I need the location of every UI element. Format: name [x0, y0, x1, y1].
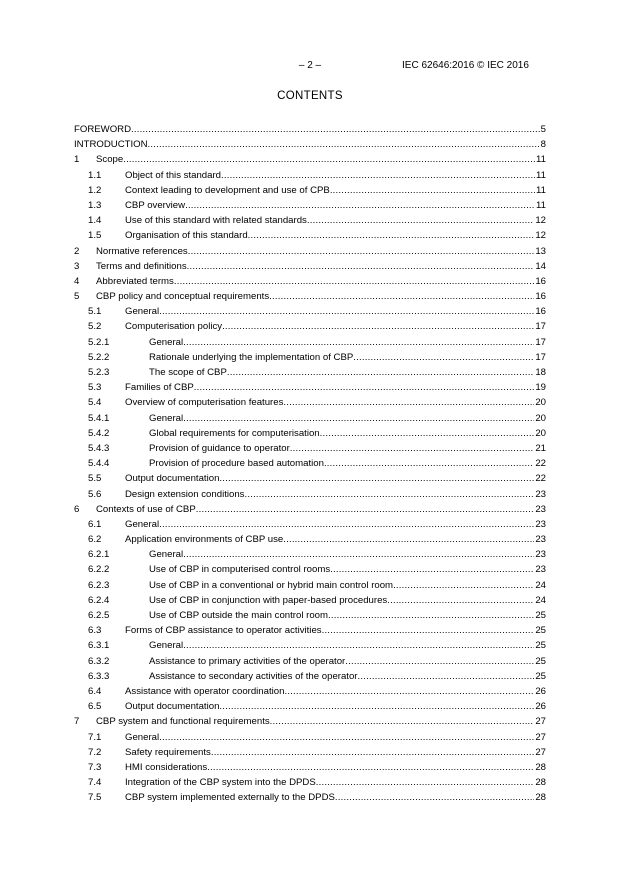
toc-entry-page: 17 [535, 336, 546, 348]
toc-entry-page: 23 [535, 518, 546, 530]
toc-dot-leader [330, 562, 534, 577]
toc-entry-page: 20 [535, 412, 546, 424]
toc-dot-leader [219, 471, 534, 486]
toc-entry-number: 1.3 [88, 199, 102, 211]
toc-entry-title: Safety requirements [125, 745, 211, 760]
toc-entry[interactable] [74, 547, 546, 562]
toc-dot-leader [345, 654, 534, 669]
toc-entry-title: General [125, 304, 159, 319]
toc-entry-title: General [149, 411, 183, 426]
toc-entry-number: 5.4.4 [88, 458, 110, 470]
toc-entry[interactable] [74, 654, 546, 669]
toc-entry[interactable] [74, 304, 546, 319]
toc-entry[interactable] [74, 213, 546, 228]
toc-entry-page: 16 [535, 306, 546, 318]
toc-entry-title: General [149, 335, 183, 350]
page-number-header: – 2 – [298, 60, 322, 71]
toc-dot-leader [123, 152, 535, 167]
toc-entry-number: 6.2.1 [88, 549, 110, 561]
toc-entry-page: 17 [535, 321, 546, 333]
toc-entry-title: CBP overview [125, 198, 185, 213]
toc-dot-leader [316, 775, 535, 790]
toc-entry[interactable] [74, 638, 546, 653]
toc-dot-leader [270, 714, 535, 729]
toc-entry-number: 6.3.2 [88, 655, 110, 667]
toc-entry[interactable] [74, 714, 546, 729]
toc-entry-page: 11 [536, 184, 546, 196]
toc-entry[interactable] [74, 137, 546, 152]
toc-dot-leader [328, 608, 534, 623]
toc-dot-leader [211, 745, 534, 760]
toc-entry-title: Global requirements for computerisation [149, 426, 320, 441]
toc-dot-leader [185, 198, 535, 213]
toc-dot-leader [393, 578, 534, 593]
toc-entry-page: 22 [535, 473, 546, 485]
toc-entry-title: Abbreviated terms [96, 274, 174, 289]
toc-entry-number: 5.4.2 [88, 427, 110, 439]
toc-entry-number: 7.2 [88, 746, 102, 758]
toc-entry[interactable] [74, 259, 546, 274]
toc-entry-number: 6.5 [88, 701, 102, 713]
toc-entry-page: 23 [535, 564, 546, 576]
toc-entry-title: HMI considerations [125, 760, 207, 775]
toc-entry-title: FOREWORD [74, 122, 131, 137]
toc-dot-leader [183, 638, 534, 653]
toc-entry[interactable] [74, 395, 546, 410]
toc-dot-leader [269, 289, 534, 304]
toc-entry-page: 17 [535, 351, 546, 363]
toc-entry-page: 23 [535, 534, 546, 546]
toc-dot-leader [244, 487, 534, 502]
toc-entry[interactable] [74, 593, 546, 608]
toc-dot-leader [353, 350, 534, 365]
toc-entry[interactable] [74, 471, 546, 486]
toc-dot-leader [131, 122, 540, 137]
toc-entry-title: Provision of procedure based automation [149, 456, 324, 471]
toc-entry-title: Contexts of use of CBP [96, 502, 196, 517]
toc-entry-title: Assistance to secondary activities of the operator [149, 669, 358, 684]
toc-entry-page: 28 [535, 761, 546, 773]
toc-entry-page: 22 [535, 458, 546, 470]
toc-entry-page: 23 [535, 503, 546, 515]
toc-entry[interactable] [74, 487, 546, 502]
toc-entry-title: Output documentation [125, 471, 219, 486]
toc-entry-page: 25 [535, 670, 546, 682]
toc-entry-page: 12 [535, 230, 546, 242]
toc-entry-page: 27 [535, 746, 546, 758]
toc-entry-title: Overview of computerisation features [125, 395, 283, 410]
toc-dot-leader [174, 274, 534, 289]
toc-entry-number: 3 [74, 260, 80, 272]
toc-entry-number: 5.2.1 [88, 336, 110, 348]
toc-entry[interactable] [74, 168, 546, 183]
toc-entry-page: 28 [535, 777, 546, 789]
toc-entry-number: 5.2 [88, 321, 102, 333]
toc-dot-leader [148, 137, 540, 152]
toc-entry[interactable] [74, 517, 546, 532]
toc-entry-title: Use of CBP in conjunction with paper-based procedures [149, 593, 387, 608]
toc-dot-leader [196, 502, 535, 517]
toc-entry-number: 5 [74, 291, 80, 303]
toc-entry-title: Computerisation policy [125, 319, 222, 334]
toc-entry-page: 23 [535, 549, 546, 561]
toc-entry-number: 1.4 [88, 215, 102, 227]
toc-entry[interactable] [74, 562, 546, 577]
toc-entry[interactable] [74, 745, 546, 760]
page-title: CONTENTS [277, 90, 343, 102]
toc-entry-page: 19 [535, 382, 546, 394]
toc-entry-page: 11 [536, 199, 546, 211]
toc-entry[interactable] [74, 699, 546, 714]
toc-entry-number: 7.4 [88, 777, 102, 789]
toc-entry-number: 7.3 [88, 761, 102, 773]
toc-entry-page: 13 [535, 245, 546, 257]
toc-entry-page: 24 [535, 594, 546, 606]
toc-dot-leader [207, 760, 534, 775]
toc-entry[interactable] [74, 350, 546, 365]
toc-dot-leader [358, 669, 535, 684]
toc-entry[interactable] [74, 730, 546, 745]
toc-entry-number: 5.6 [88, 488, 102, 500]
toc-entry-page: 8 [540, 139, 546, 151]
toc-entry-page: 16 [535, 291, 546, 303]
toc-entry-number: 6.2.2 [88, 564, 110, 576]
toc-entry-number: 6.3 [88, 625, 102, 637]
toc-entry-title: Terms and definitions [96, 259, 187, 274]
toc-entry-title: Context leading to development and use of CPB [125, 183, 330, 198]
toc-entry-number: 5.3 [88, 382, 102, 394]
toc-entry-page: 11 [536, 154, 546, 166]
toc-entry-number: 7.1 [88, 731, 102, 743]
toc-entry-number: 6.2.5 [88, 610, 110, 621]
toc-entry-number: 7 [74, 716, 80, 728]
toc-dot-leader [290, 441, 535, 456]
toc-entry[interactable] [74, 760, 546, 775]
toc-entry-page: 28 [535, 792, 546, 804]
toc-dot-leader [159, 730, 534, 745]
toc-entry-title: Assistance to primary activities of the operator [149, 654, 345, 669]
toc-entry-page: 21 [535, 442, 546, 454]
toc-entry-number: 5.1 [88, 306, 102, 318]
toc-dot-leader [227, 365, 534, 380]
toc-entry-number: 6.4 [88, 685, 102, 697]
toc-entry[interactable] [74, 244, 546, 259]
toc-entry[interactable] [74, 365, 546, 380]
toc-dot-leader [284, 684, 534, 699]
toc-dot-leader [183, 547, 534, 562]
toc-entry-number: 6.3.1 [88, 640, 110, 652]
toc-entry[interactable] [74, 289, 546, 304]
toc-dot-leader [188, 244, 535, 259]
toc-entry-title: Organisation of this standard [125, 228, 248, 243]
toc-entry-page: 27 [535, 716, 546, 728]
toc-entry[interactable] [74, 456, 546, 471]
toc-entry[interactable] [74, 274, 546, 289]
toc-entry[interactable] [74, 183, 546, 198]
toc-dot-leader [320, 426, 535, 441]
toc-entry-title: The scope of CBP [149, 365, 227, 380]
toc-entry-title: General [149, 547, 183, 562]
toc-entry[interactable] [74, 122, 546, 137]
toc-entry-title: Application environments of CBP use [125, 532, 283, 547]
toc-dot-leader [283, 532, 534, 547]
toc-entry[interactable] [74, 684, 546, 699]
standard-reference-header: IEC 62646:2016 © IEC 2016 [402, 60, 529, 71]
toc-entry-title: CBP system and functional requirements [96, 714, 270, 729]
toc-entry-number: 5.4.3 [88, 442, 110, 454]
toc-dot-leader [322, 623, 535, 638]
toc-entry-title: Rationale underlying the implementation of CBP [149, 350, 353, 365]
toc-entry-number: 1.1 [88, 169, 102, 181]
toc-entry-number: 5.2.3 [88, 367, 110, 378]
toc-entry-page: 25 [535, 625, 546, 637]
toc-entry-title: Families of CBP [125, 380, 194, 395]
toc-entry-title: Provision of guidance to operator [149, 441, 290, 456]
toc-entry-number: 2 [74, 245, 80, 257]
toc-dot-leader [222, 319, 534, 334]
toc-entry[interactable] [74, 441, 546, 456]
toc-entry-title: Normative references [96, 244, 188, 259]
toc-entry-page: 26 [535, 701, 546, 713]
toc-entry-title: General [125, 517, 159, 532]
toc-entry-title: INTRODUCTION [74, 137, 148, 152]
toc-entry-number: 7.5 [88, 792, 102, 804]
toc-entry[interactable] [74, 532, 546, 547]
toc-dot-leader [183, 335, 534, 350]
toc-entry-title: Object of this standard [125, 168, 221, 183]
toc-entry-number: 5.4 [88, 397, 102, 409]
toc-dot-leader [219, 699, 534, 714]
toc-dot-leader [221, 168, 535, 183]
toc-dot-leader [183, 411, 534, 426]
toc-entry-title: CBP policy and conceptual requirements [96, 289, 269, 304]
toc-entry-title: Design extension conditions [125, 487, 244, 502]
toc-entry-page: 27 [535, 731, 546, 743]
toc-entry[interactable] [74, 669, 546, 684]
toc-entry-number: 5.2.2 [88, 351, 110, 363]
toc-entry-title: Assistance with operator coordination [125, 684, 284, 699]
toc-entry-page: 11 [536, 169, 546, 181]
toc-entry-page: 26 [535, 685, 546, 697]
toc-entry-title: CBP system implemented externally to the DPDS [125, 790, 335, 805]
toc-entry-title: Use of CBP outside the main control room [149, 608, 328, 623]
toc-entry[interactable] [74, 623, 546, 638]
toc-dot-leader [324, 456, 534, 471]
toc-entry[interactable] [74, 790, 546, 805]
toc-entry-page: 25 [535, 640, 546, 652]
toc-entry[interactable] [74, 411, 546, 426]
toc-entry-title: Scope [96, 152, 123, 167]
toc-entry-title: Forms of CBP assistance to operator activities [125, 623, 322, 638]
toc-entry[interactable] [74, 335, 546, 350]
toc-entry-page: 25 [535, 655, 546, 667]
toc-entry-page: 16 [535, 275, 546, 287]
toc-entry-number: 5.4.1 [88, 412, 110, 424]
toc-dot-leader [194, 380, 535, 395]
toc-dot-leader [330, 183, 535, 198]
toc-entry[interactable] [74, 198, 546, 213]
toc-entry-number: 5.5 [88, 473, 102, 485]
toc-entry-page: 20 [535, 397, 546, 409]
toc-entry-title: Output documentation [125, 699, 219, 714]
toc-entry-page: 14 [535, 260, 546, 272]
toc-dot-leader [187, 259, 535, 274]
toc-entry-title: General [149, 638, 183, 653]
toc-entry[interactable] [74, 152, 546, 167]
toc-entry[interactable] [74, 228, 546, 243]
toc-dot-leader [248, 228, 535, 243]
toc-entry-page: 20 [535, 427, 546, 439]
toc-entry[interactable] [74, 380, 546, 395]
toc-entry-page: 5 [540, 124, 546, 135]
toc-entry-number: 4 [74, 275, 80, 287]
toc-entry-number: 1 [74, 154, 80, 166]
toc-entry-page: 18 [535, 367, 546, 378]
toc-entry-title: Integration of the CBP system into the DPDS [125, 775, 316, 790]
table-of-contents [74, 122, 546, 805]
toc-entry-number: 6.1 [88, 518, 102, 530]
toc-entry-number: 6.2.4 [88, 594, 110, 606]
toc-entry-number: 1.2 [88, 184, 102, 196]
toc-dot-leader [283, 395, 534, 410]
toc-entry-number: 6.2.3 [88, 579, 110, 591]
toc-entry-number: 6 [74, 503, 80, 515]
toc-entry-title: Use of CBP in a conventional or hybrid main control room [149, 578, 393, 593]
toc-entry[interactable] [74, 426, 546, 441]
toc-entry[interactable] [74, 608, 546, 623]
toc-entry-number: 6.3.3 [88, 670, 110, 682]
toc-entry[interactable] [74, 502, 546, 517]
toc-entry-page: 23 [535, 488, 546, 500]
toc-entry[interactable] [74, 775, 546, 790]
toc-entry-title: Use of CBP in computerised control rooms [149, 562, 330, 577]
toc-dot-leader [387, 593, 534, 608]
toc-entry-number: 6.2 [88, 534, 102, 546]
toc-entry-title: General [125, 730, 159, 745]
toc-entry-page: 25 [535, 610, 546, 621]
toc-dot-leader [335, 790, 534, 805]
toc-entry-number: 1.5 [88, 230, 102, 242]
toc-dot-leader [159, 517, 534, 532]
toc-dot-leader [159, 304, 534, 319]
toc-entry[interactable] [74, 319, 546, 334]
toc-entry-page: 24 [535, 579, 546, 591]
toc-entry-page: 12 [535, 215, 546, 227]
toc-entry-title: Use of this standard with related standards [125, 213, 307, 228]
toc-dot-leader [307, 213, 534, 228]
toc-entry[interactable] [74, 578, 546, 593]
